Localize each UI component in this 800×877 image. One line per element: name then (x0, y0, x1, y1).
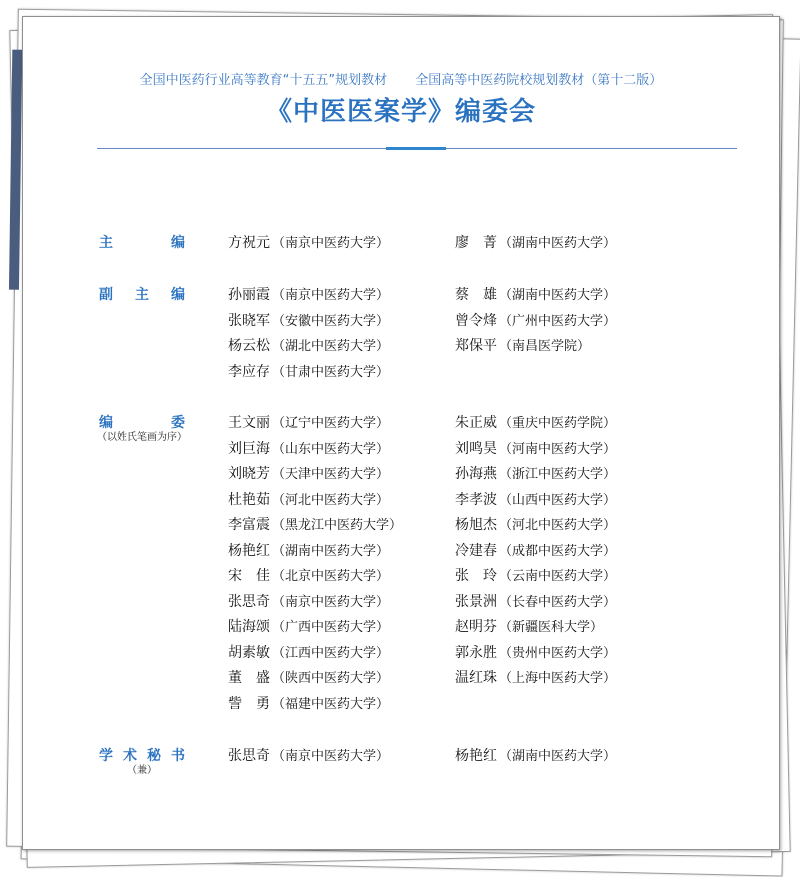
member-affiliation: （南京中医药大学） (272, 749, 390, 764)
sheet-edge (9, 50, 22, 290)
member-name: 方祝元 (228, 235, 270, 251)
member-name: 陆海颂 (228, 619, 270, 635)
member-entry (228, 566, 389, 587)
member-affiliation: （河南中医药大学） (499, 441, 617, 457)
member-entry (228, 439, 389, 460)
member-affiliation: （福建中医药大学） (272, 696, 390, 712)
member-name: 胡素敏 (228, 644, 270, 661)
member-entry (455, 746, 616, 767)
member-affiliation: （湖南中医药大学） (499, 288, 617, 303)
member-entry (228, 285, 389, 306)
member-entry (228, 336, 389, 357)
member-name: 杨云松 (228, 338, 270, 354)
member-affiliation: （南京中医药大学） (272, 594, 390, 610)
title-divider-accent (386, 147, 446, 150)
member-affiliation: （江西中医药大学） (272, 645, 390, 661)
member-entry (455, 541, 616, 562)
section-label-char: 编 (99, 415, 113, 431)
member-name: 张晓军 (228, 312, 270, 329)
section-label-char: 学 (99, 748, 113, 764)
member-affiliation: （成都中医药大学） (499, 543, 617, 559)
member-affiliation: （安徽中医药大学） (272, 313, 390, 329)
member-entry (455, 668, 616, 689)
section-label-char: 副 (99, 287, 113, 303)
member-name: 刘晓芳 (228, 466, 270, 482)
section-label (99, 413, 185, 433)
member-entry (455, 311, 616, 332)
member-name: 蔡 雄 (455, 287, 497, 303)
member-entry (228, 362, 389, 383)
section-label-char: 编 (171, 287, 185, 303)
member-affiliation: （广州中医药大学） (499, 313, 617, 329)
member-name: 温红珠 (455, 670, 497, 686)
member-entry (228, 515, 402, 536)
member-entry (228, 643, 389, 664)
member-name: 杜艳茹 (228, 491, 270, 508)
member-name: 张 玲 (455, 568, 497, 584)
section-label (99, 746, 185, 766)
member-name: 杨艳红 (228, 542, 270, 559)
member-affiliation: （山东中医药大学） (272, 441, 390, 457)
member-entry (455, 592, 616, 613)
member-entry (455, 643, 616, 664)
page-title: 《中医医案学》编委会 (265, 97, 536, 127)
member-affiliation: （天津中医药大学） (272, 467, 390, 482)
member-affiliation: （甘肃中医药大学） (272, 364, 390, 380)
member-affiliation: （陕西中医药大学） (272, 671, 390, 686)
member-name: 赵明芬 (455, 619, 497, 635)
member-affiliation: （北京中医药大学） (272, 569, 390, 584)
member-affiliation: （重庆中医药学院） (499, 416, 617, 431)
section-label-char: 书 (171, 748, 185, 764)
member-name: 张景洲 (455, 593, 497, 610)
member-entry (228, 592, 389, 613)
member-entry (228, 464, 389, 485)
member-name: 廖 菁 (455, 235, 497, 251)
member-entry (455, 464, 616, 485)
member-entry (455, 233, 616, 254)
member-name: 杨艳红 (455, 748, 497, 764)
member-affiliation: （南京中医药大学） (272, 236, 390, 251)
document-page (22, 16, 780, 850)
member-affiliation: （云南中医药大学） (499, 569, 617, 584)
section-label-char: 委 (171, 415, 185, 431)
member-name: 冷建春 (455, 542, 497, 559)
member-affiliation: （长春中医药大学） (499, 594, 617, 610)
member-entry (455, 336, 590, 357)
member-affiliation: （湖南中医药大学） (272, 543, 390, 559)
member-entry (455, 566, 616, 587)
member-name: 张思奇 (228, 748, 270, 764)
member-name: 李应存 (228, 363, 270, 380)
member-affiliation: （河北中医药大学） (272, 492, 390, 508)
member-entry (228, 617, 389, 638)
member-entry (455, 439, 616, 460)
member-name: 曾令烽 (455, 312, 497, 329)
member-entry (455, 490, 616, 511)
member-name: 李孝波 (455, 491, 497, 508)
member-entry (228, 233, 389, 254)
series-header (23, 69, 779, 88)
member-name: 宋 佳 (228, 568, 270, 584)
member-name: 朱正威 (455, 415, 497, 431)
member-name: 王文丽 (228, 415, 270, 431)
member-affiliation: （湖南中医药大学） (499, 749, 617, 764)
member-entry (228, 694, 389, 715)
member-entry (228, 541, 389, 562)
section-note: （兼） (127, 765, 157, 776)
section-label-char: 编 (171, 235, 185, 251)
member-name: 孙海燕 (455, 466, 497, 482)
member-affiliation: （南京中医药大学） (272, 288, 390, 303)
member-affiliation: （河北中医药大学） (499, 518, 617, 533)
member-affiliation: （贵州中医药大学） (499, 645, 617, 661)
member-entry (228, 668, 389, 689)
member-name: 訾 勇 (228, 695, 270, 712)
member-affiliation: （上海中医药大学） (499, 671, 617, 686)
section-label-char: 主 (135, 287, 149, 303)
section-note: （以姓氏笔画为序） (97, 432, 187, 443)
series-title-2: 全国高等中医药院校规划教材（第十二版） (415, 73, 663, 88)
member-affiliation: （山西中医药大学） (499, 492, 617, 508)
section-label (99, 285, 185, 305)
series-title-1: 全国中医药行业高等教育“十五五”规划教材 (139, 73, 388, 88)
member-affiliation: （广西中医药大学） (272, 620, 390, 635)
member-entry (455, 617, 603, 638)
member-name: 张思奇 (228, 593, 270, 610)
section-label-char: 主 (99, 235, 113, 251)
member-affiliation: （南昌医学院） (499, 339, 591, 354)
member-name: 李富震 (228, 517, 270, 533)
section-label-char: 秘 (147, 748, 161, 764)
member-affiliation: （浙江中医药大学） (499, 467, 617, 482)
member-name: 孙丽霞 (228, 287, 270, 303)
member-entry (455, 515, 616, 536)
member-affiliation: （新疆医科大学） (499, 620, 604, 635)
section-label (99, 233, 185, 253)
member-name: 郑保平 (455, 338, 497, 354)
member-affiliation: （湖南中医药大学） (499, 236, 617, 251)
member-name: 刘鸣昊 (455, 440, 497, 457)
member-affiliation: （湖北中医药大学） (272, 339, 390, 354)
member-entry (455, 285, 616, 306)
member-entry (228, 746, 389, 767)
member-name: 董 盛 (228, 670, 270, 686)
member-name: 刘巨海 (228, 440, 270, 457)
member-entry (228, 490, 389, 511)
member-affiliation: （黑龙江中医药大学） (272, 518, 403, 533)
member-affiliation: （辽宁中医药大学） (272, 416, 390, 431)
member-entry (228, 413, 389, 434)
member-name: 杨旭杰 (455, 517, 497, 533)
member-entry (455, 413, 616, 434)
member-name: 郭永胜 (455, 644, 497, 661)
section-label-char: 术 (123, 748, 137, 764)
member-entry (228, 311, 389, 332)
